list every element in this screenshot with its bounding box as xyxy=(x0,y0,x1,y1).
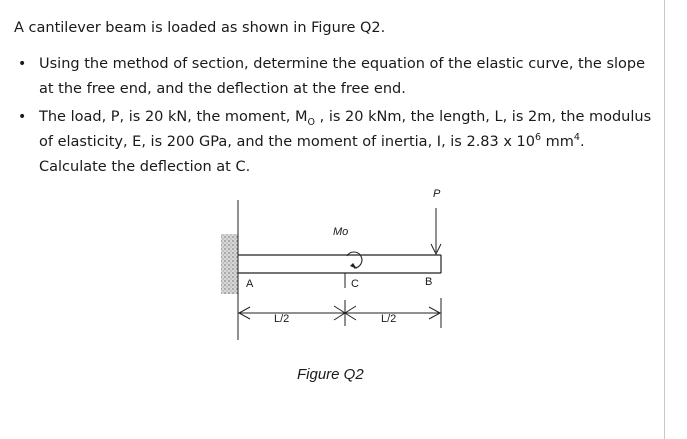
page-right-rule xyxy=(664,0,665,439)
label-point-b: B xyxy=(425,276,433,288)
label-half-length-right: L/2 xyxy=(381,313,397,325)
label-load-p: P xyxy=(433,188,441,200)
moment-mo-arrowhead xyxy=(350,263,357,269)
given-sup-6: 6 xyxy=(535,132,542,144)
figure-caption: Figure Q2 xyxy=(297,366,364,383)
given-sub-o: O xyxy=(307,116,315,128)
label-point-c: C xyxy=(351,278,359,290)
label-point-a: A xyxy=(246,278,254,290)
bullet-given-values xyxy=(16,105,656,180)
given-part2: , is 20 kNm, the length, L, is 2m, the modulus of elasticity, E, is 200 GPa, and the moment of inertia, I, is 2.83 x 10 xyxy=(39,109,652,150)
label-moment-mo: Mo xyxy=(333,226,349,238)
label-half-length-left: L/2 xyxy=(274,313,290,325)
given-part4: . Calculate the deflection at C. xyxy=(39,134,585,175)
given-sup-4: 4 xyxy=(573,132,580,144)
problem-bullets xyxy=(16,52,656,180)
bullet-method-text: Using the method of section, determine the equation of the elastic curve, the slope at the free end, and the deflection at the free end. xyxy=(39,56,646,97)
given-part3: mm xyxy=(541,134,574,150)
wall-support xyxy=(221,234,238,294)
bullet-method xyxy=(16,52,656,102)
problem-intro: A cantilever beam is loaded as shown in Figure Q2. xyxy=(14,20,386,36)
given-part1: The load, P, is 20 kN, the moment, M xyxy=(39,109,308,125)
